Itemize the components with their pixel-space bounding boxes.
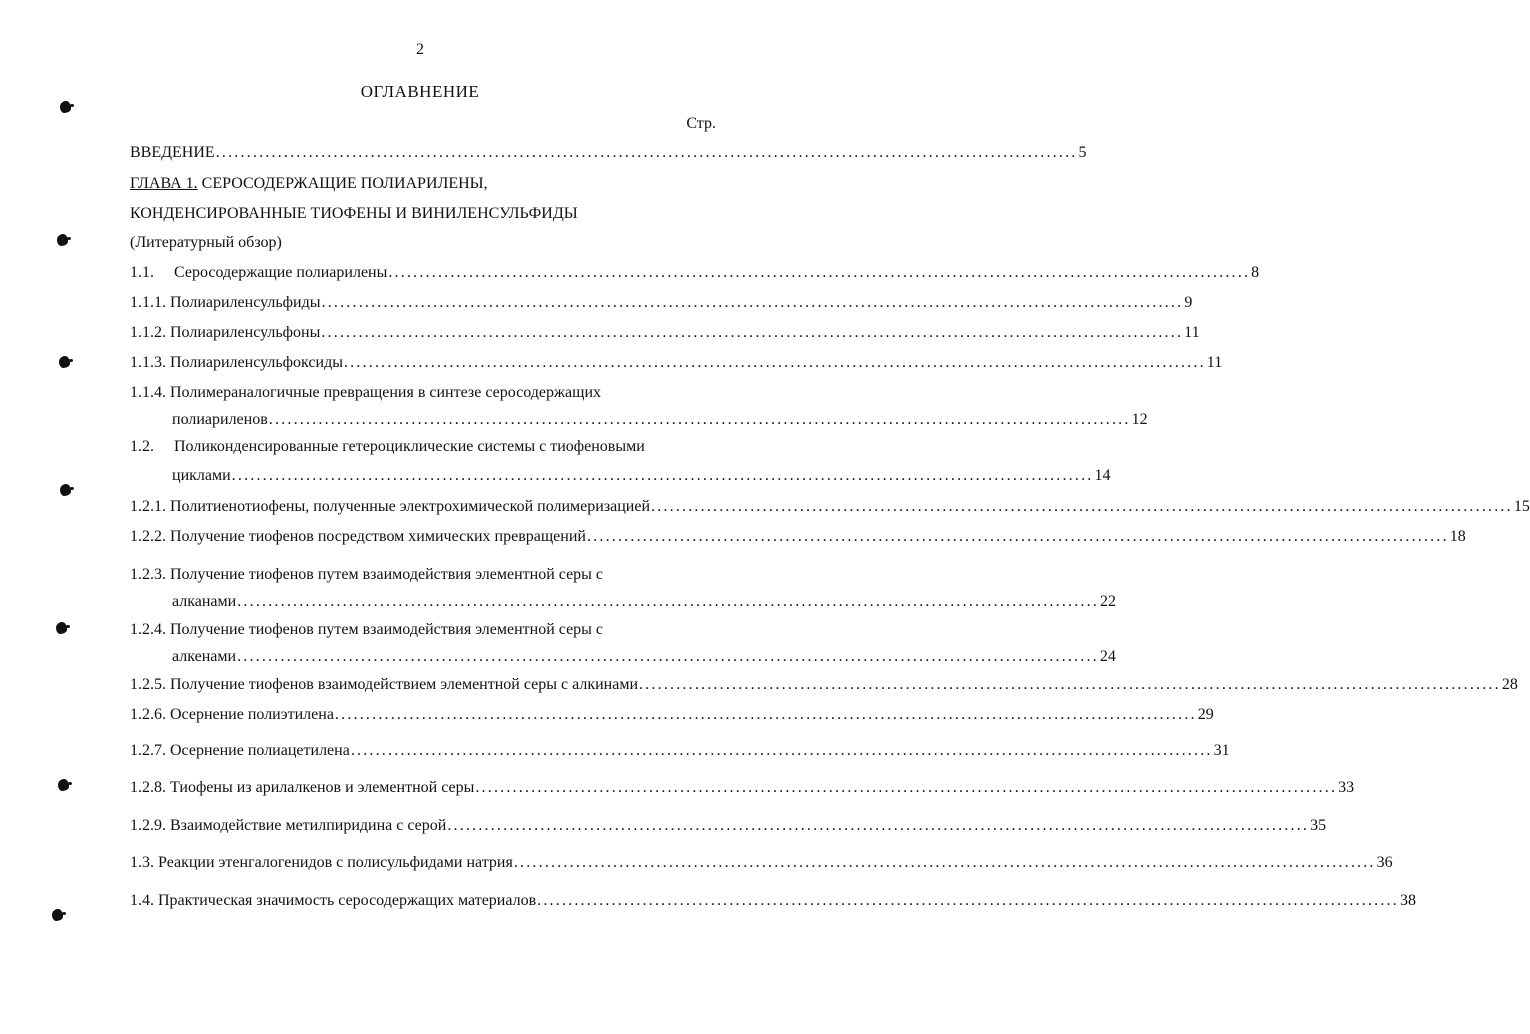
- toc-entry-page: 38: [1399, 892, 1416, 909]
- dot-leader: ...........................................................................................................................................: [321, 294, 1184, 311]
- toc-entry-page: 33: [1338, 779, 1355, 796]
- toc-entry-1-2-5: [130, 675, 1518, 695]
- dot-leader: ...........................................................................................................................................: [639, 676, 1501, 693]
- dot-leader: ...........................................................................................................................................: [237, 593, 1100, 610]
- toc-entry-label: 1.2.9. Взаимодействие метилпиридина с серой: [130, 817, 447, 834]
- toc-entry-page: 22: [1100, 593, 1117, 610]
- dot-leader: ...........................................................................................................................................: [343, 354, 1206, 371]
- toc-entry-1-2-4-line2: [172, 647, 1116, 667]
- chapter-title: СЕРОСОДЕРЖАЩИЕ ПОЛИАРИЛЕНЫ,: [197, 175, 488, 192]
- chapter-number: ГЛАВА 1.: [130, 175, 198, 192]
- toc-entry-label: 1.2.7. Осернение полиацетилена: [130, 742, 350, 759]
- dot-leader: ...........................................................................................................................................: [237, 648, 1099, 665]
- toc-entry-1-1-4-line2: [172, 410, 1148, 430]
- toc-entry-introduction: [130, 143, 1087, 163]
- toc-entry-1-2-3-line2: [172, 592, 1117, 612]
- toc-entry-1-4: [130, 891, 1416, 911]
- toc-entry-1-2-line2: [172, 466, 1111, 486]
- punch-hole-mark: [59, 356, 70, 368]
- toc-entry-page: 15: [1513, 498, 1530, 515]
- toc-entry-1-1-4-line1: 1.1.4. Полимераналогичные превращения в синтезе серосодержащих: [130, 384, 602, 401]
- toc-entry-1-1-2: [130, 323, 1200, 343]
- toc-entry-1-2-6: [130, 705, 1214, 725]
- toc-entry-1-1-1: [130, 293, 1193, 313]
- toc-entry-1-3: [130, 853, 1393, 873]
- toc-entry-label: 1.1. Серосодержащие полиарилены: [130, 264, 388, 281]
- punch-hole-mark: [60, 484, 71, 496]
- toc-entry-1-2-line1: 1.2. Поликонденсированные гетероциклические системы с тиофеновыми: [130, 438, 645, 455]
- toc-entry-1-1-3: [130, 353, 1223, 373]
- toc-entry-page: 11: [1206, 354, 1223, 371]
- punch-hole-mark: [52, 909, 63, 921]
- toc-entry-label: 1.2.2. Получение тиофенов посредством химических превращений: [130, 528, 586, 545]
- dot-leader: ...........................................................................................................................................: [513, 854, 1376, 871]
- toc-entry-label: алканами: [172, 593, 237, 610]
- dot-leader: ...........................................................................................................................................: [586, 528, 1449, 545]
- toc-entry-page: 29: [1197, 706, 1214, 723]
- toc-entry-label: циклами: [172, 467, 231, 484]
- dot-leader: ...........................................................................................................................................: [321, 324, 1184, 341]
- dot-leader: ...........................................................................................................................................: [447, 817, 1310, 834]
- toc-entry-page: 18: [1449, 528, 1466, 545]
- toc-entry-page: 12: [1131, 411, 1148, 428]
- toc-entry-1-2-3-line1: 1.2.3. Получение тиофенов путем взаимодействия элементной серы с: [130, 566, 604, 583]
- toc-entry-page: 5: [1078, 144, 1087, 161]
- dot-leader: ...........................................................................................................................................: [537, 892, 1399, 909]
- dot-leader: ...........................................................................................................................................: [231, 467, 1094, 484]
- punch-hole-mark: [60, 101, 71, 113]
- toc-entry-1-2-9: [130, 816, 1327, 836]
- toc-entry-page: 14: [1094, 467, 1111, 484]
- toc-entry-label: 1.3. Реакции этенгалогенидов с полисульфидами натрия: [130, 854, 513, 871]
- toc-entry-page: 9: [1184, 294, 1193, 311]
- page-column-label: Стр.: [686, 115, 716, 132]
- toc-entry-label: 1.2.8. Тиофены из арилалкенов и элементной серы: [130, 779, 475, 796]
- toc-entry-label: ВВЕДЕНИЕ: [130, 144, 215, 161]
- toc-entry-1-2-1: [130, 497, 1530, 517]
- toc-entry-label: 1.1.1. Полиариленсульфиды: [130, 294, 321, 311]
- toc-entry-label: полиариленов: [172, 411, 268, 428]
- punch-hole-mark: [57, 234, 68, 246]
- toc-entry-page: 28: [1501, 676, 1518, 693]
- toc-entry-page: 36: [1376, 854, 1393, 871]
- toc-chapter-subtitle: (Литературный обзор): [130, 234, 282, 251]
- dot-leader: ...........................................................................................................................................: [651, 498, 1513, 515]
- toc-entry-page: 31: [1213, 742, 1230, 759]
- toc-entry-label: 1.2.5. Получение тиофенов взаимодействием элементной серы с алкинами: [130, 676, 639, 693]
- dot-leader: ...........................................................................................................................................: [215, 144, 1078, 161]
- toc-chapter-heading: [130, 174, 488, 194]
- toc-entry-label: 1.2.6. Осернение полиэтилена: [130, 706, 334, 723]
- toc-entry-label: 1.2.1. Политиенотиофены, полученные электрохимической полимеризацией: [130, 498, 651, 515]
- toc-entry-label: алкенами: [172, 648, 237, 665]
- punch-hole-mark: [56, 622, 67, 634]
- toc-entry-page: 35: [1310, 817, 1327, 834]
- toc-entry-1-2-4-line1: 1.2.4. Получение тиофенов путем взаимодействия элементной серы с: [130, 621, 604, 638]
- toc-entry-1-2-7: [130, 741, 1230, 761]
- dot-leader: ...........................................................................................................................................: [475, 779, 1338, 796]
- toc-entry-label: 1.1.2. Полиариленсульфоны: [130, 324, 321, 341]
- toc-entry-page: 11: [1184, 324, 1200, 341]
- dot-leader: ...........................................................................................................................................: [268, 411, 1131, 428]
- toc-entry-1-2-8: [130, 778, 1355, 798]
- punch-hole-mark: [58, 779, 69, 791]
- toc-entry-1-2-2: [130, 527, 1466, 547]
- toc-entry-1-1: [130, 263, 1260, 283]
- page-number: 2: [416, 41, 424, 58]
- toc-entry-page: 8: [1251, 264, 1260, 281]
- dot-leader: ...........................................................................................................................................: [350, 742, 1213, 759]
- toc-entry-page: 24: [1099, 648, 1116, 665]
- dot-leader: ...........................................................................................................................................: [388, 264, 1251, 281]
- dot-leader: ...........................................................................................................................................: [334, 706, 1197, 723]
- toc-entry-label: 1.1.3. Полиариленсульфоксиды: [130, 354, 343, 371]
- toc-entry-label: 1.4. Практическая значимость серосодержащих материалов: [130, 892, 537, 909]
- page-title: ОГЛАВНЕНИЕ: [360, 82, 480, 101]
- toc-chapter-heading-line2: КОНДЕНСИРОВАННЫЕ ТИОФЕНЫ И ВИНИЛЕНСУЛЬФИДЫ: [130, 205, 578, 222]
